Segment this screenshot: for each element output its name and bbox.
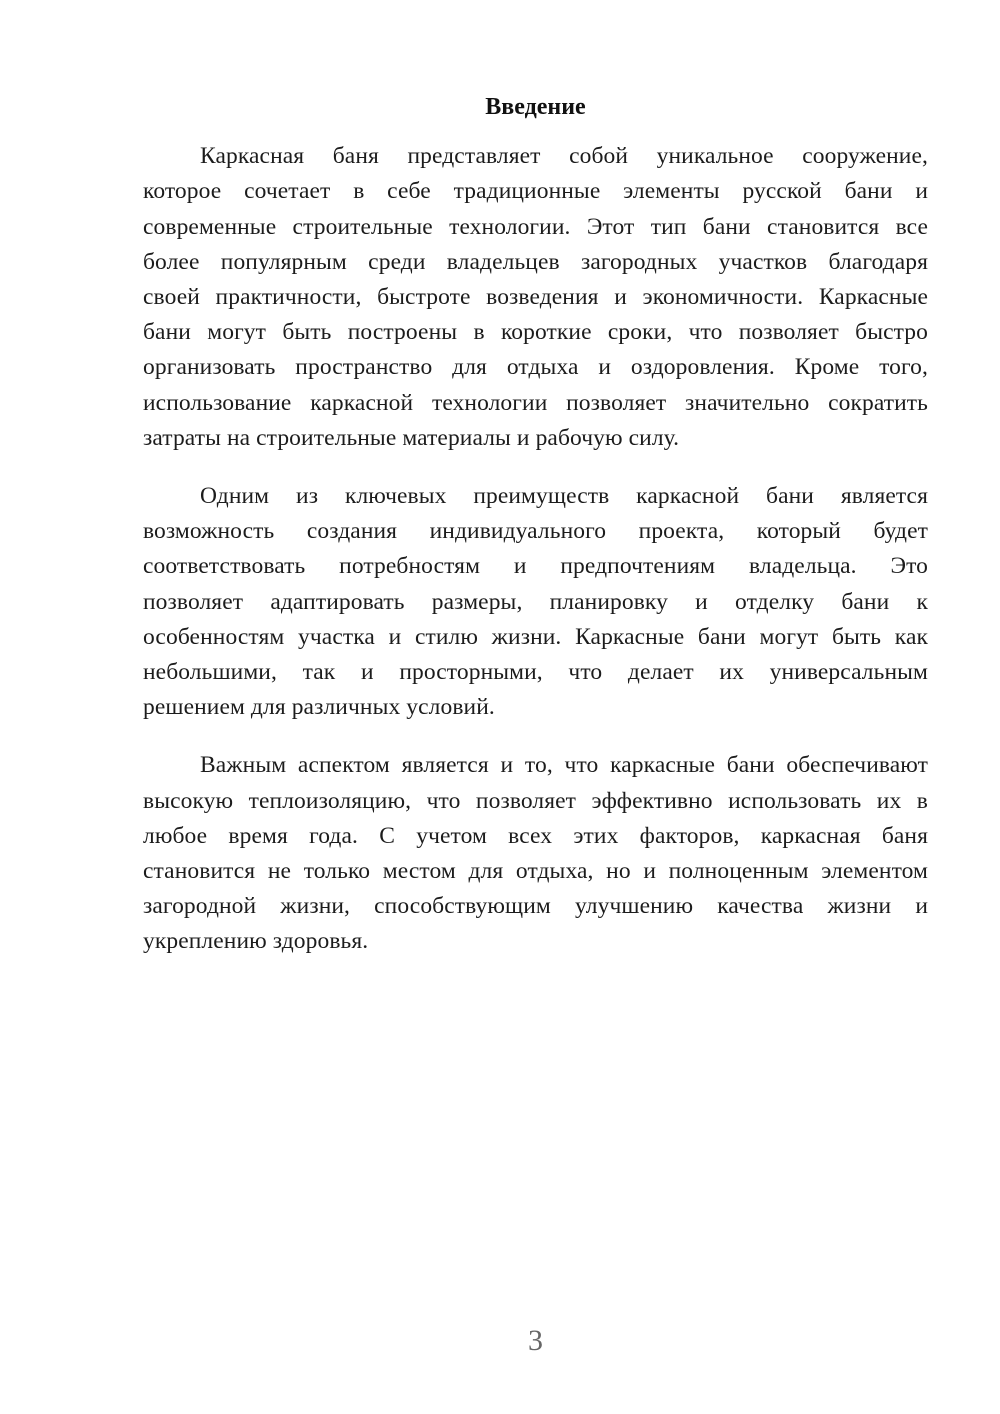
- paragraph: [143, 748, 928, 959]
- text-line: использование каркасной технологии позволяет значительно сократить: [143, 389, 928, 416]
- text-line: Одним из ключевых преимуществ каркасной бани является: [200, 483, 928, 510]
- text-line: становится не только местом для отдыха, но и полноценным элементом: [143, 858, 928, 885]
- text-line: высокую теплоизоляцию, что позволяет эффективно использовать их в: [143, 787, 928, 814]
- text-line: бани могут быть построены в короткие сроки, что позволяет быстро: [143, 319, 928, 346]
- text-line: соответствовать потребностям и предпочтениям владельца. Это: [143, 553, 928, 580]
- text-line: решением для различных условий.: [143, 694, 495, 721]
- text-line: организовать пространство для отдыха и оздоровления. Кроме того,: [143, 354, 928, 381]
- text-line: Каркасная баня представляет собой уникальное сооружение,: [200, 143, 928, 170]
- document-body: [143, 139, 928, 959]
- text-line: небольшими, так и просторными, что делает их универсальным: [143, 659, 928, 686]
- text-line: позволяет адаптировать размеры, планировку и отделку бани к: [143, 588, 928, 615]
- text-line: особенностям участка и стилю жизни. Каркасные бани могут быть как: [143, 623, 928, 650]
- text-line: Важным аспектом является и то, что каркасные бани обеспечивают: [200, 752, 928, 779]
- text-line: более популярным среди владельцев загородных участков благодаря: [143, 248, 928, 275]
- text-line: своей практичности, быстроте возведения и экономичности. Каркасные: [143, 284, 928, 311]
- paragraph: [143, 139, 928, 456]
- text-line: затраты на строительные материалы и рабочую силу.: [143, 424, 680, 451]
- text-line: которое сочетает в себе традиционные элементы русской бани и: [143, 178, 928, 205]
- text-line: укреплению здоровья.: [143, 928, 369, 955]
- text-line: современные строительные технологии. Этот тип бани становится все: [143, 213, 928, 240]
- paragraph: [143, 479, 928, 725]
- text-line: загородной жизни, способствующим улучшению качества жизни и: [143, 893, 928, 920]
- text-line: возможность создания индивидуального проекта, который будет: [143, 518, 928, 545]
- page-number: 3: [528, 1324, 543, 1357]
- text-line: любое время года. С учетом всех этих факторов, каркасная баня: [143, 822, 928, 849]
- page-title: Введение: [485, 94, 586, 120]
- page-footer: [143, 1326, 928, 1356]
